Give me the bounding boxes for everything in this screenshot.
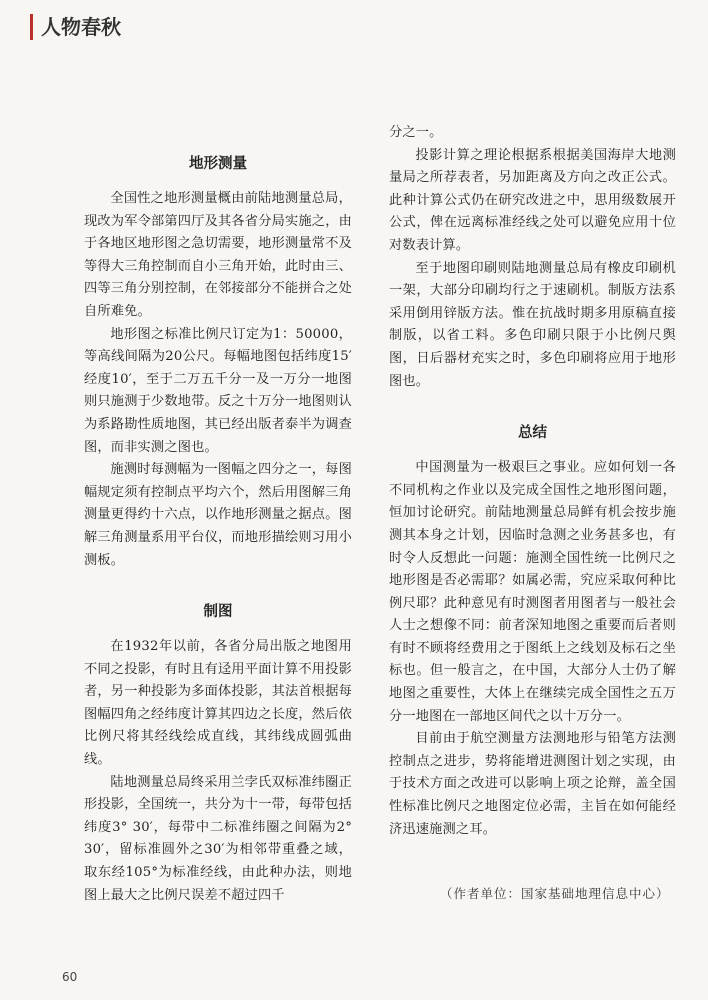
section-title-summary: 总结 <box>518 425 547 442</box>
section-title-cartography: 制图 <box>203 604 233 621</box>
paragraph: 施测时每测幅为一图幅之四分之一，每图幅规定须有控制点平均六个，然后用图解三角测量更得约十六点，以作地形测量之据点。图解三角测量系用平台仪，而地形描绘则习用小测板。 <box>84 462 352 568</box>
running-title: 人物春秋 <box>30 14 121 40</box>
paragraph: 目前由于航空测量方法测地形与铅笔方法测控制点之进步，势将能增进测图计划之实现，由于技术方面之改进可以影响上项之论辩，盖全国性标准比例尺之地图定位必需，主旨在如何能经济迅速施测之耳。 <box>389 731 676 837</box>
paragraph: 地形图之标准比例尺订定为1：50000，等高线间隔为20公尺。每幅地图包括纬度15′经度10′，至于二万五千分一及一万分一地图则只施测于少数地带。反之十万分一地图则认为系路勘性质地图，其已经出版者泰半为调查图，而非实测之图也。 <box>84 326 352 455</box>
author-credit: （作者单位：国家基础地理信息中心） <box>440 886 670 901</box>
paragraph: 在1932年以前，各省分局出版之地图用不同之投影，有时且有迳用平面计算不用投影者，另一种投影为多面体投影，其法首根据每图幅四角之经纬度计算其四边之长度，然后依比例尺将其经线绘成直线，其纬线成圆弧曲线。 <box>84 639 352 768</box>
page-number: 60 <box>62 970 78 984</box>
paragraph: 至于地图印刷则陆地测量总局有橡皮印刷机一架，大部分印刷均行之于速刷机。制版方法系采用倒用锌版方法。惟在抗战时期多用原稿直接制版，以省工料。多色印刷只限于小比例尺舆图，日后器材充实之时，多色印刷将应用于地形图也。 <box>389 260 676 389</box>
paragraph: 投影计算之理论根据系根据美国海岸大地测量局之所荐表者，另加距离及方向之改正公式。此种计算公式仍在研究改进之中，思用级数展开公式，俾在远离标准经线之处可以避免应用十位对数表计算。 <box>389 147 676 253</box>
right-column <box>389 122 676 841</box>
paragraph-continuation: 分之一。 <box>389 125 443 140</box>
paragraph: 中国测量为一极艰巨之事业。应如何划一各不同机构之作业以及完成全国性之地形图问题，恒加讨论研究。前陆地测量总局鲜有机会按步施测其本身之计划，因临时急测之业务甚多也，有时令人反想此一问题：施测全国性统一比例尺之地形图是否必需耶？如属必需，究应采取何种比例尺耶？此种意见有时测图者用图者与一般社会人士之想像不同：前者深知地图之重要而后者则有时不顾将经费用之于图纸上之线划及标石之坐标也。但一般言之，在中国，大部分人士仍了解地图之重要性，大体上在继续完成全国性之五万分一地图在一部地区间代之以十万分一。 <box>389 460 676 724</box>
paragraph: 陆地测量总局终采用兰孛氏双标准纬圈正形投影，全国统一，共分为十一带，每带包括纬度3° 30′，每带中二标准纬圈之间隔为2° 30′，留标准圆外之30′为相邻带重叠之域，取东经105°为标准经线，由此种办法，则地图上最大之比例尺误差不超过四千 <box>84 774 352 903</box>
left-column <box>84 150 352 907</box>
section-title-topographic-survey: 地形测量 <box>189 156 247 172</box>
paragraph: 全国性之地形测量概由前陆地测量总局，现改为军令部第四厅及其各省分局实施之，由于各地区地形图之急切需要，地形测量常不及等得大三角控制而自小三角开始，此时由三、四等三角分别控制，在邻接部分不能拼合之处自所难免。 <box>84 191 352 319</box>
